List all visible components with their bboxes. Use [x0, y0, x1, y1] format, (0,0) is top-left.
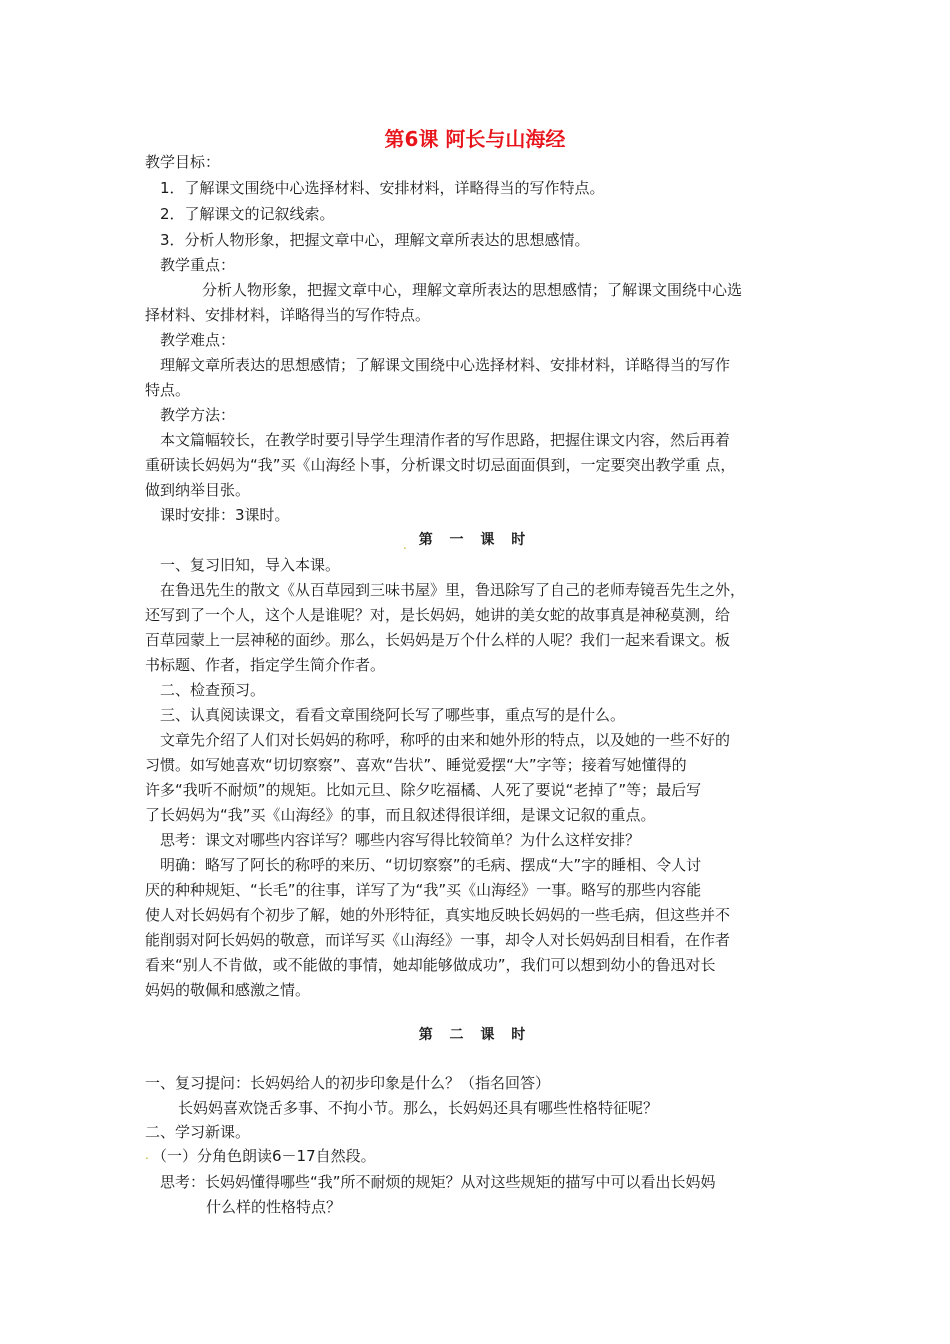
- lesson1-line: 二、检查预习。: [160, 681, 266, 699]
- objective-item: 2．了解课文的记叙线索。: [160, 205, 335, 223]
- lesson1-line: 能削弱对阿长妈妈的敬意，而详写买《山海经》一事，却令人对长妈妈刮目相看，在作者: [145, 931, 731, 949]
- lesson2-line: （一）分角色朗读6－17自然段。: [152, 1147, 376, 1165]
- key-points-heading: 教学重点：: [160, 256, 236, 274]
- methods-line: 重研读长妈妈为“我”买《山海经卜事，分析课文时切忌面面俱到，一定要突出教学重 点，: [145, 456, 736, 474]
- methods-line: 做到纳举目张。: [145, 481, 251, 499]
- difficulties-line: 理解文章所表达的思想感情；了解课文围绕中心选择材料、安排材料，详略得当的写作: [160, 356, 731, 374]
- methods-line: 本文篇幅较长，在教学时要引导学生理清作者的写作思路，把握住课文内容，然后再着: [160, 431, 731, 449]
- lesson1-heading: 第 一 课 时: [418, 532, 532, 548]
- lesson2-line: 长妈妈喜欢饶舌多事、不拘小节。那么，长妈妈还具有哪些性格特征呢？: [178, 1099, 659, 1117]
- lesson1-line: 还写到了一个人，这个人是谁呢？对，是长妈妈，她讲的美女蛇的故事真是神秘莫测，给: [145, 606, 731, 624]
- lesson1-line: 许多“我听不耐烦”的规矩。比如元旦、除夕吃福橘、人死了要说“老掉了”等；最后写: [145, 781, 702, 799]
- lesson1-line: 明确：略写了阿长的称呼的来历、“切切察察”的毛病、摆成“大”字的睡相、令人讨: [160, 856, 702, 874]
- lesson2-line: 思考：长妈妈懂得哪些“我”所不耐烦的规矩？从对这些规矩的描写中可以看出长妈妈: [160, 1173, 716, 1191]
- lesson1-line: 妈妈的敬佩和感激之情。: [145, 981, 311, 999]
- difficulties-heading: 教学难点：: [160, 331, 236, 349]
- difficulties-line: 特点。: [145, 381, 191, 399]
- schedule-line: 课时安排：3课时。: [160, 506, 290, 524]
- lesson2-line: 什么样的性格特点？: [206, 1198, 342, 1216]
- objective-item: 1．了解课文围绕中心选择材料、安排材料，详略得当的写作特点。: [160, 179, 605, 197]
- objective-item: 3．分析人物形象，把握文章中心，理解文章所表达的思想感情。: [160, 231, 590, 249]
- lesson2-line: 二、学习新课。: [145, 1123, 251, 1141]
- objectives-heading: 教学目标：: [145, 153, 221, 171]
- lesson1-line: 厌的种种规矩、“长毛”的往事，详写了为“我”买《山海经》一事。略写的那些内容能: [145, 881, 702, 899]
- lesson1-line: 思考：课文对哪些内容详写？哪些内容写得比较简单？为什么这样安排？: [160, 831, 641, 849]
- key-points-line: 分析人物形象，把握文章中心，理解文章所表达的思想感情；了解课文围绕中心选: [202, 281, 743, 299]
- lesson1-line: 看来“别人不肯做，或不能做的事情，她却能够做成功”，我们可以想到幼小的鲁迅对长: [145, 956, 716, 974]
- lesson1-line: 习惯。如写她喜欢“切切察察”、喜欢“告状”、睡觉爱摆“大”字等；接着写她懂得的: [145, 756, 687, 774]
- lesson2-heading: 第 二 课 时: [418, 1027, 532, 1043]
- key-points-line: 择材料、安排材料，详略得当的写作特点。: [145, 306, 431, 324]
- lesson-title: 第6课 阿长与山海经: [384, 127, 566, 151]
- lesson1-line: 使人对长妈妈有个初步了解，她的外形特征，真实地反映长妈妈的一些毛病，但这些并不: [145, 906, 731, 924]
- lesson1-line: 在鲁迅先生的散文《从百草园到三味书屋》里，鲁迅除写了自己的老师寿镜吾先生之外，: [160, 581, 746, 599]
- lesson1-line: 三、认真阅读课文，看看文章围绕阿长写了哪些事，重点写的是什么。: [160, 706, 626, 724]
- scan-dot-mark: .: [145, 1148, 149, 1162]
- scan-dot-mark: .: [403, 538, 407, 552]
- lesson1-line: 了长妈妈为“我”买《山海经》的事，而且叙述得很详细，是课文记叙的重点。: [145, 806, 656, 824]
- lesson1-line: 百草园蒙上一层神秘的面纱。那么，长妈妈是万个什么样的人呢？我们一起来看课文。板: [145, 631, 731, 649]
- methods-heading: 教学方法：: [160, 406, 236, 424]
- lesson2-line: 一、复习提问：长妈妈给人的初步印象是什么？（指名回答）: [145, 1074, 551, 1092]
- lesson1-line: 书标题、作者，指定学生简介作者。: [145, 656, 386, 674]
- lesson1-line: 文章先介绍了人们对长妈妈的称呼，称呼的由来和她外形的特点，以及她的一些不好的: [160, 731, 731, 749]
- lesson1-line: 一、复习旧知，导入本课。: [160, 556, 341, 574]
